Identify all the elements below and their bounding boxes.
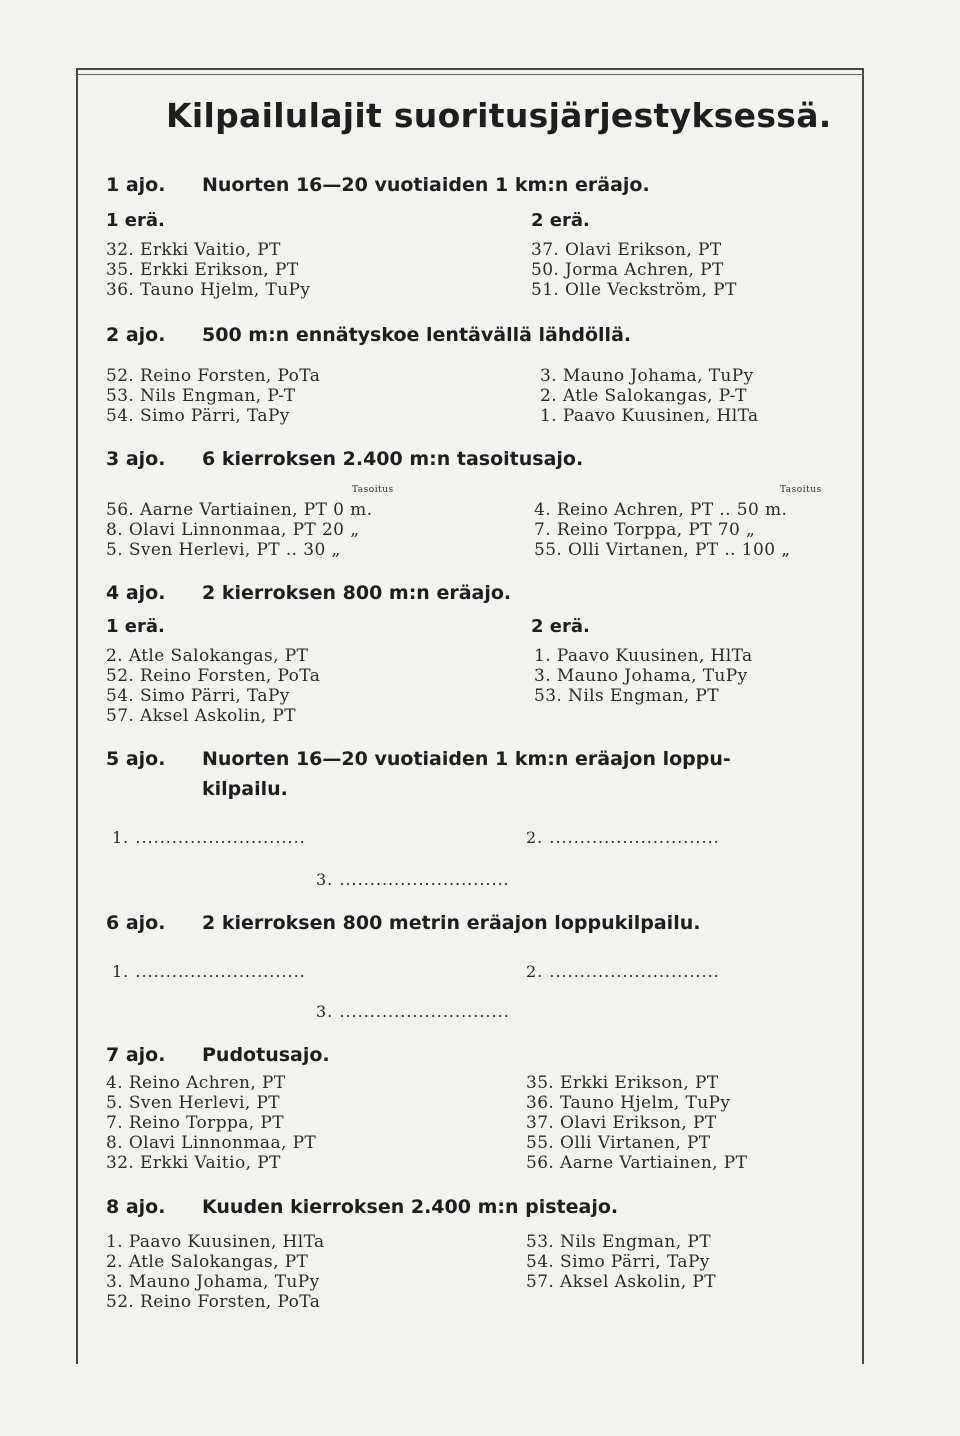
list-item: 55. Olli Virtanen, PT .. 100 „ <box>534 540 791 560</box>
section-2-number: 2 ajo. <box>106 324 166 346</box>
list-item: 7. Reino Torppa, PT 70 „ <box>534 520 756 540</box>
list-item: 52. Reino Forsten, PoTa <box>106 1292 321 1312</box>
section-3-heading <box>106 448 583 470</box>
section-6-heading <box>106 912 700 934</box>
section-4-left-list <box>106 646 320 726</box>
section-2-left-list <box>106 366 320 426</box>
list-item: 50. Jorma Achren, PT <box>531 260 724 280</box>
list-item: 51. Olle Veckström, PT <box>531 280 737 300</box>
list-item: 4. Reino Achren, PT <box>106 1073 286 1093</box>
list-item: 2. Atle Salokangas, PT <box>106 1252 309 1272</box>
section-3-left-list <box>106 500 373 560</box>
section-1-left-list <box>106 240 310 300</box>
section-7-left-list <box>106 1073 316 1173</box>
section-2-heading <box>106 324 631 346</box>
section-1-heat-2-label: 2 erä. <box>531 210 590 231</box>
list-item: 53. Nils Engman, PT <box>526 1232 711 1252</box>
list-item: 35. Erkki Erikson, PT <box>526 1073 719 1093</box>
section-4-right-list <box>534 646 753 706</box>
section-5-title: Nuorten 16—20 vuotiaiden 1 km:n eräajon loppu- <box>202 748 731 770</box>
section-3-right-list <box>534 500 790 560</box>
section-5-number: 5 ajo. <box>106 748 166 770</box>
list-item: 55. Olli Virtanen, PT <box>526 1133 711 1153</box>
list-item: 3. Mauno Johama, TuPy <box>534 666 748 686</box>
list-item: 36. Tauno Hjelm, TuPy <box>526 1093 731 1113</box>
section-6-title: 2 kierroksen 800 metrin eräajon loppukilpailu. <box>202 912 701 934</box>
section-1-heat-1-label: 1 erä. <box>106 210 165 231</box>
section-8-number: 8 ajo. <box>106 1196 166 1218</box>
list-item: 35. Erkki Erikson, PT <box>106 260 299 280</box>
list-item: 2. Atle Salokangas, PT <box>106 646 309 666</box>
list-item: 32. Erkki Vaitio, PT <box>106 240 281 260</box>
section-6-number: 6 ajo. <box>106 912 166 934</box>
list-item: 3. Mauno Johama, TuPy <box>540 366 754 386</box>
handicap-label-left: Tasoitus <box>352 485 394 495</box>
list-item: 52. Reino Forsten, PoTa <box>106 666 321 686</box>
section-6-place-1: 1. ............................ <box>112 962 306 981</box>
list-item: 57. Aksel Askolin, PT <box>106 706 296 726</box>
list-item: 54. Simo Pärri, TaPy <box>106 406 290 426</box>
section-4-number: 4 ajo. <box>106 582 166 604</box>
section-1-number: 1 ajo. <box>106 174 166 196</box>
list-item: 2. Atle Salokangas, P-T <box>540 386 747 406</box>
list-item: 1. Paavo Kuusinen, HlTa <box>540 406 759 426</box>
list-item: 8. Olavi Linnonmaa, PT 20 „ <box>106 520 360 540</box>
section-4-heading <box>106 582 511 604</box>
list-item: 5. Sven Herlevi, PT <box>106 1093 281 1113</box>
section-1-heading <box>106 174 650 196</box>
section-7-heading <box>106 1044 330 1066</box>
section-7-title: Pudotusajo. <box>202 1044 330 1066</box>
section-2-title: 500 m:n ennätyskoe lentävällä lähdöllä. <box>202 324 632 346</box>
section-5-place-3: 3. ............................ <box>316 870 510 889</box>
list-item: 54. Simo Pärri, TaPy <box>526 1252 710 1272</box>
section-8-right-list <box>526 1232 716 1292</box>
list-item: 53. Nils Engman, PT <box>534 686 719 706</box>
section-7-number: 7 ajo. <box>106 1044 166 1066</box>
section-5-title-continued: kilpailu. <box>202 778 288 800</box>
list-item: 3. Mauno Johama, TuPy <box>106 1272 320 1292</box>
list-item: 1. Paavo Kuusinen, HlTa <box>534 646 753 666</box>
section-8-left-list <box>106 1232 325 1312</box>
list-item: 8. Olavi Linnonmaa, PT <box>106 1133 317 1153</box>
list-item: 1. Paavo Kuusinen, HlTa <box>106 1232 325 1252</box>
section-3-title: 6 kierroksen 2.400 m:n tasoitusajo. <box>202 448 584 470</box>
section-1-right-list <box>531 240 737 300</box>
section-3-number: 3 ajo. <box>106 448 166 470</box>
section-5-place-1: 1. ............................ <box>112 828 306 847</box>
list-item: 54. Simo Pärri, TaPy <box>106 686 290 706</box>
list-item: 56. Aarne Vartiainen, PT 0 m. <box>106 500 373 520</box>
list-item: 7. Reino Torppa, PT <box>106 1113 284 1133</box>
section-4-heat-2-label: 2 erä. <box>531 616 590 637</box>
section-5-place-2: 2. ............................ <box>526 828 720 847</box>
list-item: 53. Nils Engman, P-T <box>106 386 296 406</box>
list-item: 56. Aarne Vartiainen, PT <box>526 1153 748 1173</box>
section-8-title: Kuuden kierroksen 2.400 m:n pisteajo. <box>202 1196 619 1218</box>
section-4-heat-1-label: 1 erä. <box>106 616 165 637</box>
list-item: 5. Sven Herlevi, PT .. 30 „ <box>106 540 341 560</box>
list-item: 52. Reino Forsten, PoTa <box>106 366 321 386</box>
section-6-place-2: 2. ............................ <box>526 962 720 981</box>
section-8-heading <box>106 1196 618 1218</box>
list-item: 37. Olavi Erikson, PT <box>526 1113 717 1133</box>
section-7-right-list <box>526 1073 747 1173</box>
section-6-place-3: 3. ............................ <box>316 1002 510 1021</box>
list-item: 37. Olavi Erikson, PT <box>531 240 722 260</box>
section-5-heading <box>106 748 731 770</box>
page-title: Kilpailulajit suoritusjärjestyksessä. <box>166 96 832 135</box>
section-1-title: Nuorten 16—20 vuotiaiden 1 km:n eräajo. <box>202 174 650 196</box>
section-4-title: 2 kierroksen 800 m:n eräajo. <box>202 582 512 604</box>
handicap-label-right: Tasoitus <box>780 485 822 495</box>
list-item: 4. Reino Achren, PT .. 50 m. <box>534 500 788 520</box>
list-item: 36. Tauno Hjelm, TuPy <box>106 280 311 300</box>
list-item: 32. Erkki Vaitio, PT <box>106 1153 281 1173</box>
list-item: 57. Aksel Askolin, PT <box>526 1272 716 1292</box>
section-2-right-list <box>540 366 759 426</box>
